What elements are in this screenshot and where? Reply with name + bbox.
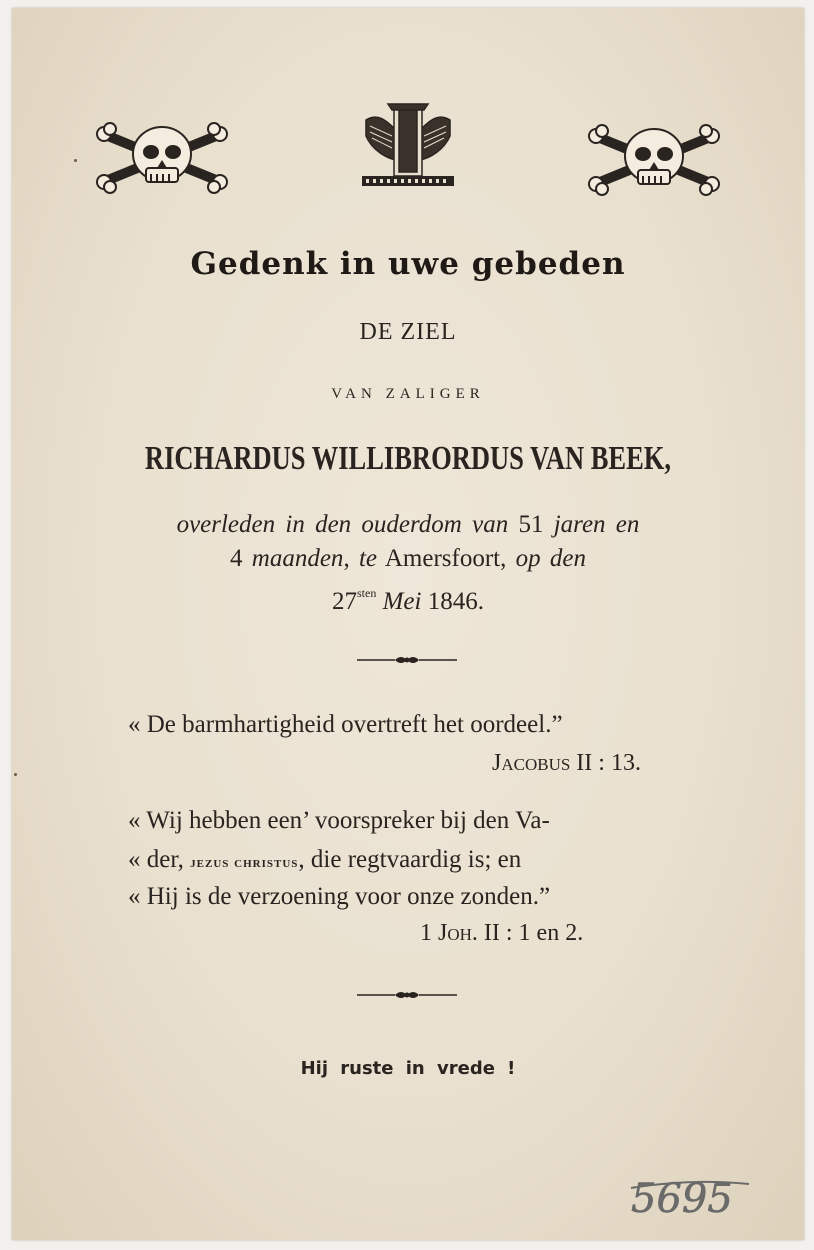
card-heading: Gedenk in uwe gebeden: [190, 246, 626, 282]
death-details-line-1: [12, 508, 804, 542]
details-text: Mei: [376, 588, 428, 615]
skull-crossbones-left-icon: [94, 122, 230, 194]
details-text: overleden in den ouderdom van: [176, 511, 509, 538]
handwritten-inventory-number: [627, 1170, 757, 1230]
quote-text: , die regtvaardig is; en: [298, 846, 522, 873]
ordinal-suffix: sten: [357, 586, 377, 600]
quote-2-reference: [420, 920, 583, 947]
van-zaliger-line: VAN ZALIGER: [331, 386, 485, 402]
details-text: maanden: [251, 545, 344, 572]
quote-2-line-1: « Wij hebben een’ voorspreker bij den Va-: [128, 807, 550, 834]
skull-crossbones-right-icon: [586, 124, 722, 196]
details-text: 51: [508, 511, 554, 538]
eagle-emblem-icon: [358, 100, 458, 192]
memorial-card: [12, 8, 804, 1240]
paper-speck: [74, 159, 77, 162]
quote-1: « De barmhartigheid overtreft het oordeel.”: [128, 711, 563, 738]
quote-caps-name: jezus christus: [190, 855, 299, 871]
quote-text: « der,: [128, 846, 191, 873]
details-text: te: [358, 545, 377, 572]
quote-2-line-2: [128, 843, 521, 880]
inventory-number-text: 5695: [631, 1176, 733, 1222]
details-text: Amersfoort,: [376, 545, 516, 572]
reference-text: 1: [420, 920, 438, 946]
details-text: 1846.: [427, 588, 484, 615]
closing-line: Hij ruste in vrede !: [300, 1058, 516, 1079]
death-details-line-3: [12, 576, 804, 619]
details-text: op den: [515, 545, 586, 572]
paper-speck: [14, 773, 17, 776]
deceased-name: RICHARDUS WILLIBRORDUS VAN BEEK,: [144, 440, 672, 477]
details-text: 27: [332, 588, 358, 615]
reference-book: Joh.: [438, 920, 478, 946]
de-ziel-line: DE ZIEL: [359, 319, 457, 345]
details-text: ,: [343, 545, 359, 572]
divider-ornament-top: [355, 654, 459, 666]
reference-text: II : 1 en 2.: [477, 920, 584, 946]
details-text: 4: [230, 545, 252, 572]
ornament-row: [12, 100, 804, 200]
divider-ornament-bottom: [355, 989, 459, 1001]
quote-2-line-3: « Hij is de verzoening voor onze zonden.”: [128, 883, 551, 910]
death-details-line-2: [12, 542, 804, 576]
details-text: jaren en: [553, 511, 640, 538]
quote-1-reference: Jacobus II : 13.: [492, 750, 641, 776]
